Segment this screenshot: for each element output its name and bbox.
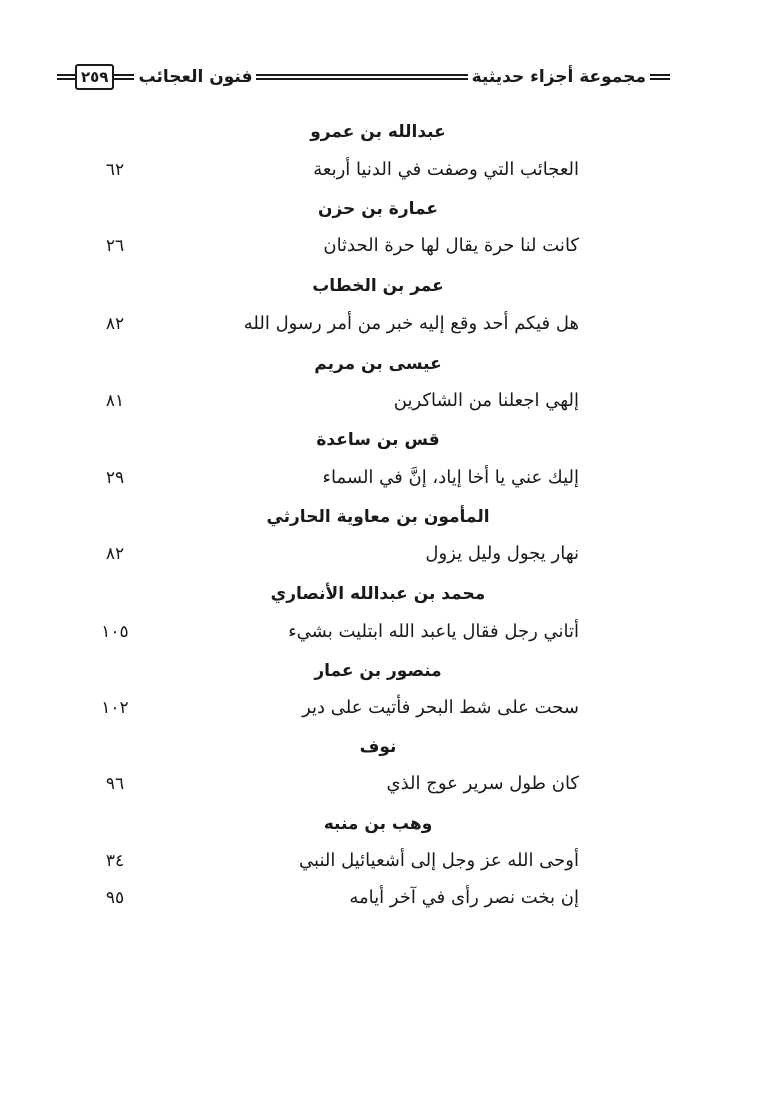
hadith-title: أتاني رجل فقال ياعبد الله ابتليت بشيء (288, 621, 579, 642)
hadith-title: إن بخت نصر رأى في آخر أيامه (349, 887, 579, 908)
hadith-title: كان طول سرير عوج الذي (386, 773, 579, 794)
narrator-heading (0, 808, 757, 840)
header-rule-long (256, 74, 467, 80)
hadith-title: هل فيكم أحد وقع إليه خبر من أمر رسول الله (243, 313, 579, 334)
narrator-name: نوف (359, 737, 397, 757)
hadith-title: سحت على شط البحر فأتيت على دير (302, 697, 579, 718)
book-title: مجموعة أجزاء حديثية (471, 67, 646, 87)
narrator-heading (0, 116, 757, 148)
index-entry (0, 230, 757, 262)
hadith-title: كانت لنا حرة يقال لها حرة الحدثان (323, 235, 579, 256)
page-number: ٢٥٩ (75, 64, 114, 90)
header-rule-short (114, 74, 134, 80)
narrator-heading (0, 501, 757, 533)
hadith-title: نهار يجول وليل يزول (425, 543, 579, 564)
page-ref: ٢٩ (105, 468, 125, 488)
narrator-name: منصور بن عمار (314, 661, 442, 681)
narrator-name: عيسى بن مريم (314, 354, 442, 374)
narrator-name: عبدالله بن عمرو (310, 122, 446, 142)
narrator-heading (0, 424, 757, 456)
narrator-heading (0, 270, 757, 302)
section-title: فنون العجائب (138, 67, 253, 87)
header-rule-right (650, 74, 670, 80)
index-entry (0, 538, 757, 570)
narrator-name: عمر بن الخطاب (312, 276, 444, 296)
narrator-heading (0, 578, 757, 610)
header-rule-left (57, 74, 75, 80)
narrator-name: قس بن ساعدة (316, 430, 440, 450)
narrator-name: عمارة بن حزن (317, 199, 439, 219)
hadith-title: أوحى الله عز وجل إلى أشعيائيل النبي (299, 850, 579, 871)
index-entry (0, 616, 757, 648)
page-ref: ٨٢ (105, 314, 125, 334)
index-entry (0, 385, 757, 417)
index-entry (0, 882, 757, 914)
hadith-title: إلهي اجعلنا من الشاكرين (393, 390, 579, 411)
page-ref: ٨٢ (105, 544, 125, 564)
page-ref: ٩٦ (105, 774, 125, 794)
narrator-name: وهب بن منبه (323, 814, 433, 834)
index-entry (0, 462, 757, 494)
page-ref: ٢٦ (105, 236, 125, 256)
page-ref: ٨١ (105, 391, 125, 411)
index-entry (0, 845, 757, 877)
index-entry (0, 692, 757, 724)
narrator-name: المأمون بن معاوية الحارثي (266, 507, 490, 527)
page-ref: ٣٤ (105, 851, 125, 871)
running-header (57, 62, 670, 92)
hadith-title: إليك عني يا أخا إياد، إنَّ في السماء (322, 467, 579, 488)
index-entry (0, 154, 757, 186)
narrator-name: محمد بن عبدالله الأنصاري (270, 584, 486, 604)
page-ref: ١٠٥ (101, 622, 129, 642)
page-ref: ١٠٢ (101, 698, 129, 718)
hadith-title: العجائب التي وصفت في الدنيا أربعة (313, 159, 579, 180)
narrator-heading (0, 655, 757, 687)
index-entry (0, 768, 757, 800)
narrator-heading (0, 348, 757, 380)
index-entry (0, 308, 757, 340)
page-ref: ٦٢ (105, 160, 125, 180)
narrator-heading (0, 731, 757, 763)
narrator-heading (0, 193, 757, 225)
page-ref: ٩٥ (105, 888, 125, 908)
